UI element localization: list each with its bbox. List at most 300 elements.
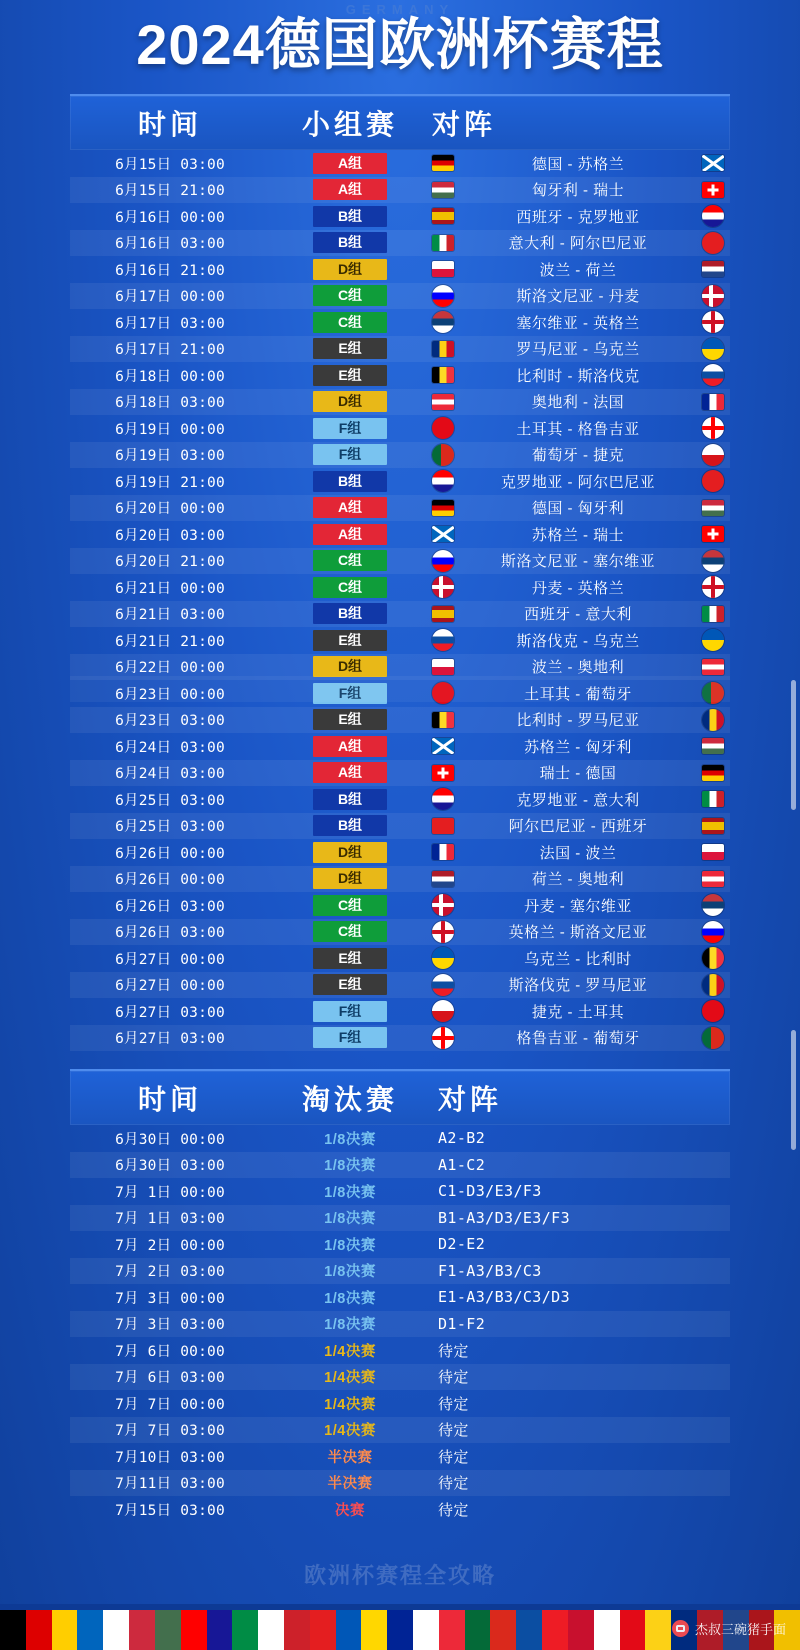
match-teams: 法国 - 波兰 bbox=[539, 844, 617, 862]
match-time: 6月15日 21:00 bbox=[115, 183, 225, 200]
stage-cell bbox=[270, 1207, 430, 1228]
away-flag-icon bbox=[702, 550, 724, 572]
match-time: 6月27日 03:00 bbox=[115, 1004, 225, 1021]
match-teams: 瑞士 - 德国 bbox=[539, 765, 617, 783]
group-badge: B组 bbox=[313, 603, 387, 624]
stage-label: 1/8决赛 bbox=[324, 1237, 376, 1254]
flag-stripe bbox=[594, 1610, 620, 1650]
matchup-slot: A2-B2 bbox=[438, 1129, 486, 1148]
header-match: 对阵 bbox=[432, 109, 497, 140]
flag-stripe bbox=[207, 1610, 233, 1650]
away-flag-icon bbox=[702, 1000, 724, 1022]
match-cell bbox=[430, 470, 730, 492]
group-cell bbox=[270, 1027, 430, 1048]
group-cell bbox=[270, 471, 430, 492]
away-flag-icon bbox=[702, 182, 724, 198]
home-flag-icon bbox=[432, 974, 454, 996]
group-cell bbox=[270, 736, 430, 757]
group-cell bbox=[270, 630, 430, 651]
group-badge: A组 bbox=[313, 179, 387, 200]
stage-label: 1/8决赛 bbox=[324, 1317, 376, 1334]
home-flag-icon bbox=[432, 947, 454, 969]
table-row[interactable] bbox=[70, 1496, 730, 1523]
match-cell bbox=[430, 1129, 730, 1147]
table-row[interactable] bbox=[70, 680, 730, 707]
table-row[interactable] bbox=[70, 1152, 730, 1179]
matchup-slot: D1-F2 bbox=[438, 1314, 486, 1333]
group-badge: F组 bbox=[313, 683, 387, 704]
table-row[interactable] bbox=[70, 866, 730, 893]
table-row[interactable] bbox=[70, 707, 730, 734]
group-stage-table bbox=[70, 94, 730, 1051]
match-time: 7月 2日 00:00 bbox=[115, 1237, 225, 1254]
match-cell bbox=[430, 1472, 730, 1493]
away-flag-icon bbox=[702, 974, 724, 996]
table-row[interactable] bbox=[70, 309, 730, 336]
match-time: 7月 1日 00:00 bbox=[115, 1184, 225, 1201]
match-time: 6月24日 03:00 bbox=[115, 739, 225, 756]
stage-cell bbox=[270, 1366, 430, 1387]
home-flag-icon bbox=[432, 921, 454, 943]
match-cell bbox=[430, 417, 730, 439]
match-time: 7月 1日 03:00 bbox=[115, 1211, 225, 1228]
match-cell bbox=[430, 1393, 730, 1414]
table-row[interactable] bbox=[70, 1443, 730, 1470]
stage-label: 1/8决赛 bbox=[324, 1131, 376, 1148]
stage-label: 1/8决赛 bbox=[324, 1264, 376, 1281]
match-teams: 苏格兰 - 匈牙利 bbox=[524, 738, 632, 756]
match-cell bbox=[430, 497, 730, 518]
group-cell bbox=[270, 762, 430, 783]
match-cell bbox=[430, 1315, 730, 1333]
table-row[interactable] bbox=[70, 813, 730, 840]
match-cell bbox=[430, 842, 730, 863]
flag-stripe bbox=[258, 1610, 284, 1650]
away-flag-icon bbox=[702, 417, 724, 439]
stage-label: 1/8决赛 bbox=[324, 1184, 376, 1201]
home-flag-icon bbox=[432, 738, 454, 754]
home-flag-icon bbox=[432, 871, 454, 887]
group-badge: D组 bbox=[313, 868, 387, 889]
group-cell bbox=[270, 709, 430, 730]
matchup-slot: E1-A3/B3/C3/D3 bbox=[438, 1288, 571, 1307]
group-cell bbox=[270, 815, 430, 836]
home-flag-icon bbox=[432, 550, 454, 572]
match-teams: 捷克 - 土耳其 bbox=[531, 1003, 625, 1021]
table-row[interactable] bbox=[70, 230, 730, 257]
group-badge: F组 bbox=[313, 444, 387, 465]
match-cell bbox=[430, 736, 730, 757]
match-time: 6月19日 21:00 bbox=[115, 474, 225, 491]
match-cell bbox=[430, 1419, 730, 1440]
home-flag-icon bbox=[432, 844, 454, 860]
table-row[interactable] bbox=[70, 1417, 730, 1444]
group-cell bbox=[270, 338, 430, 359]
group-cell bbox=[270, 789, 430, 810]
home-flag-icon bbox=[432, 818, 454, 834]
match-teams: 德国 - 苏格兰 bbox=[531, 155, 625, 173]
matchup-slot: 待定 bbox=[438, 1474, 469, 1493]
group-badge: F组 bbox=[313, 1001, 387, 1022]
match-time: 7月 3日 00:00 bbox=[115, 1290, 225, 1307]
home-flag-icon bbox=[432, 894, 454, 916]
flag-stripe bbox=[361, 1610, 387, 1650]
group-badge: A组 bbox=[313, 524, 387, 545]
match-time: 6月17日 00:00 bbox=[115, 289, 225, 306]
match-time: 6月23日 00:00 bbox=[115, 686, 225, 703]
home-flag-icon bbox=[432, 208, 454, 224]
away-flag-icon bbox=[702, 232, 724, 254]
flag-stripe bbox=[77, 1610, 103, 1650]
match-teams: 意大利 - 阿尔巴尼亚 bbox=[508, 235, 648, 253]
match-time: 6月25日 03:00 bbox=[115, 819, 225, 836]
group-table-header bbox=[70, 94, 730, 150]
match-time: 7月11日 03:00 bbox=[115, 1476, 225, 1493]
table-row[interactable] bbox=[70, 468, 730, 495]
home-flag-icon bbox=[432, 500, 454, 516]
match-time: 6月20日 00:00 bbox=[115, 501, 225, 518]
table-row[interactable] bbox=[70, 1125, 730, 1152]
match-time: 6月19日 03:00 bbox=[115, 448, 225, 465]
stage-label: 1/4决赛 bbox=[324, 1396, 376, 1413]
match-teams: 丹麦 - 英格兰 bbox=[531, 579, 625, 597]
table-row[interactable] bbox=[70, 601, 730, 628]
match-cell bbox=[430, 1446, 730, 1467]
matchup-slot: A1-C2 bbox=[438, 1155, 486, 1174]
match-cell bbox=[430, 179, 730, 200]
table-row[interactable] bbox=[70, 548, 730, 575]
away-flag-icon bbox=[702, 871, 724, 887]
watermark-label: 杰叔三碗猪手面 bbox=[694, 1622, 786, 1637]
match-teams: 阿尔巴尼亚 - 西班牙 bbox=[508, 818, 648, 836]
match-teams: 乌克兰 - 比利时 bbox=[524, 950, 632, 968]
table-row[interactable] bbox=[70, 972, 730, 999]
table-row[interactable] bbox=[70, 415, 730, 442]
group-cell bbox=[270, 868, 430, 889]
group-badge: E组 bbox=[313, 338, 387, 359]
group-badge: E组 bbox=[313, 365, 387, 386]
match-time: 6月25日 03:00 bbox=[115, 792, 225, 809]
away-flag-icon bbox=[702, 894, 724, 916]
table-row[interactable] bbox=[70, 283, 730, 310]
away-flag-icon bbox=[702, 205, 724, 227]
page-title: 2024德国欧洲杯赛程 bbox=[136, 13, 664, 76]
matchup-slot: B1-A3/D3/E3/F3 bbox=[438, 1208, 571, 1227]
table-row[interactable] bbox=[70, 389, 730, 416]
knockout-table bbox=[70, 1069, 730, 1523]
table-row[interactable] bbox=[70, 362, 730, 389]
group-cell bbox=[270, 365, 430, 386]
matchup-slot: D2-E2 bbox=[438, 1235, 486, 1254]
match-teams: 克罗地亚 - 意大利 bbox=[516, 791, 640, 809]
match-time: 7月 3日 03:00 bbox=[115, 1317, 225, 1334]
matchup-slot: 待定 bbox=[438, 1421, 469, 1440]
table-row[interactable] bbox=[70, 1025, 730, 1052]
table-row[interactable] bbox=[70, 654, 730, 681]
away-flag-icon bbox=[702, 155, 724, 171]
away-flag-icon bbox=[702, 921, 724, 943]
away-flag-icon bbox=[702, 470, 724, 492]
stage-label: 1/4决赛 bbox=[324, 1423, 376, 1440]
match-teams: 英格兰 - 斯洛文尼亚 bbox=[508, 924, 648, 942]
group-badge: A组 bbox=[313, 497, 387, 518]
away-flag-icon bbox=[702, 765, 724, 781]
home-flag-icon bbox=[432, 576, 454, 598]
group-cell bbox=[270, 1001, 430, 1022]
table-row[interactable] bbox=[70, 1364, 730, 1391]
home-flag-icon bbox=[432, 311, 454, 333]
match-cell bbox=[430, 682, 730, 704]
match-time: 6月21日 21:00 bbox=[115, 633, 225, 650]
match-cell bbox=[430, 788, 730, 810]
group-cell bbox=[270, 232, 430, 253]
group-cell bbox=[270, 656, 430, 677]
matchup-slot: 待定 bbox=[438, 1447, 469, 1466]
away-flag-icon bbox=[702, 311, 724, 333]
match-cell bbox=[430, 603, 730, 624]
watermark bbox=[672, 1619, 786, 1638]
table-row[interactable] bbox=[70, 1470, 730, 1497]
table-row[interactable] bbox=[70, 442, 730, 469]
match-time: 6月30日 00:00 bbox=[115, 1131, 225, 1148]
matchup-slot: C1-D3/E3/F3 bbox=[438, 1182, 542, 1201]
knockout-row-list bbox=[70, 1125, 730, 1523]
home-flag-icon bbox=[432, 1027, 454, 1049]
matchup-slot: 待定 bbox=[438, 1368, 469, 1387]
table-row[interactable] bbox=[70, 892, 730, 919]
flag-stripe bbox=[310, 1610, 336, 1650]
match-teams: 斯洛伐克 - 罗马尼亚 bbox=[508, 977, 648, 995]
away-flag-icon bbox=[702, 844, 724, 860]
match-teams: 奥地利 - 法国 bbox=[531, 394, 625, 412]
match-teams: 荷兰 - 奥地利 bbox=[531, 871, 625, 889]
match-cell bbox=[430, 232, 730, 254]
table-row[interactable] bbox=[70, 945, 730, 972]
table-row[interactable] bbox=[70, 521, 730, 548]
flag-stripe bbox=[439, 1610, 465, 1650]
group-cell bbox=[270, 444, 430, 465]
match-cell bbox=[430, 868, 730, 889]
away-flag-icon bbox=[702, 285, 724, 307]
away-flag-icon bbox=[702, 500, 724, 516]
header-match: 对阵 bbox=[438, 1084, 503, 1115]
stage-label: 1/4决赛 bbox=[324, 1343, 376, 1360]
stage-label: 半决赛 bbox=[327, 1476, 373, 1493]
match-cell bbox=[430, 1288, 730, 1306]
table-row[interactable] bbox=[70, 1258, 730, 1285]
stage-cell bbox=[270, 1340, 430, 1361]
match-time: 6月22日 00:00 bbox=[115, 660, 225, 677]
away-flag-icon bbox=[702, 629, 724, 651]
match-time: 6月23日 03:00 bbox=[115, 713, 225, 730]
table-row[interactable] bbox=[70, 256, 730, 283]
match-cell bbox=[430, 1340, 730, 1361]
table-row[interactable] bbox=[70, 336, 730, 363]
match-teams: 斯洛文尼亚 - 丹麦 bbox=[516, 288, 640, 306]
match-teams: 塞尔维亚 - 英格兰 bbox=[516, 314, 640, 332]
table-row[interactable] bbox=[70, 574, 730, 601]
flag-stripe bbox=[387, 1610, 413, 1650]
match-time: 7月 6日 03:00 bbox=[115, 1370, 225, 1387]
match-cell bbox=[430, 259, 730, 280]
group-badge: C组 bbox=[313, 577, 387, 598]
table-row[interactable] bbox=[70, 1390, 730, 1417]
flag-stripe bbox=[542, 1610, 568, 1650]
match-time: 6月26日 00:00 bbox=[115, 845, 225, 862]
stage-cell bbox=[270, 1393, 430, 1414]
table-row[interactable] bbox=[70, 203, 730, 230]
away-flag-icon bbox=[702, 682, 724, 704]
match-cell bbox=[430, 285, 730, 307]
home-flag-icon bbox=[432, 712, 454, 728]
matchup-slot: 待定 bbox=[438, 1341, 469, 1360]
match-time: 6月27日 03:00 bbox=[115, 1031, 225, 1048]
table-row[interactable] bbox=[70, 1231, 730, 1258]
kicker-text: GERMANY bbox=[345, 2, 455, 17]
match-teams: 比利时 - 斯洛伐克 bbox=[516, 367, 640, 385]
match-time: 6月16日 21:00 bbox=[115, 262, 225, 279]
home-flag-icon bbox=[432, 285, 454, 307]
watermark-icon bbox=[672, 1620, 689, 1637]
match-time: 6月19日 00:00 bbox=[115, 421, 225, 438]
stage-cell bbox=[270, 1154, 430, 1175]
stage-cell bbox=[270, 1234, 430, 1255]
flag-stripe bbox=[129, 1610, 155, 1650]
scrollbar-thumb-lower[interactable] bbox=[791, 1030, 796, 1150]
match-teams: 德国 - 匈牙利 bbox=[531, 500, 625, 518]
match-time: 7月 6日 00:00 bbox=[115, 1343, 225, 1360]
table-row[interactable] bbox=[70, 1284, 730, 1311]
group-cell bbox=[270, 312, 430, 333]
group-badge: C组 bbox=[313, 285, 387, 306]
group-badge: C组 bbox=[313, 895, 387, 916]
match-cell bbox=[430, 709, 730, 731]
group-cell bbox=[270, 948, 430, 969]
flag-stripe bbox=[620, 1610, 646, 1650]
match-teams: 西班牙 - 克罗地亚 bbox=[516, 208, 640, 226]
table-row[interactable] bbox=[70, 919, 730, 946]
flag-stripe bbox=[52, 1610, 78, 1650]
match-time: 6月15日 03:00 bbox=[115, 156, 225, 173]
group-badge: D组 bbox=[313, 259, 387, 280]
table-row[interactable] bbox=[70, 760, 730, 787]
home-flag-icon bbox=[432, 659, 454, 675]
match-cell bbox=[430, 311, 730, 333]
away-flag-icon bbox=[702, 444, 724, 466]
flag-stripe bbox=[516, 1610, 542, 1650]
group-badge: B组 bbox=[313, 232, 387, 253]
group-cell bbox=[270, 206, 430, 227]
flag-stripe bbox=[465, 1610, 491, 1650]
stage-label: 1/8决赛 bbox=[324, 1211, 376, 1228]
match-cell bbox=[430, 153, 730, 174]
header-time: 时间 bbox=[137, 108, 202, 141]
match-time: 7月 2日 03:00 bbox=[115, 1264, 225, 1281]
table-row[interactable] bbox=[70, 1311, 730, 1338]
group-cell bbox=[270, 683, 430, 704]
match-teams: 格鲁吉亚 - 葡萄牙 bbox=[516, 1030, 640, 1048]
table-row[interactable] bbox=[70, 998, 730, 1025]
group-row-list bbox=[70, 150, 730, 1051]
stage-label: 1/8决赛 bbox=[324, 1290, 376, 1307]
match-time: 6月21日 03:00 bbox=[115, 607, 225, 624]
home-flag-icon bbox=[432, 682, 454, 704]
table-row[interactable] bbox=[70, 150, 730, 177]
home-flag-icon bbox=[432, 444, 454, 466]
home-flag-icon bbox=[432, 235, 454, 251]
match-cell bbox=[430, 524, 730, 545]
header-group: 小组赛 bbox=[301, 109, 398, 140]
flag-stripe bbox=[413, 1610, 439, 1650]
match-cell bbox=[430, 576, 730, 598]
stage-label: 决赛 bbox=[335, 1502, 365, 1519]
match-time: 6月30日 03:00 bbox=[115, 1158, 225, 1175]
group-cell bbox=[270, 577, 430, 598]
match-cell bbox=[430, 205, 730, 227]
header-time: 时间 bbox=[137, 1083, 202, 1116]
matchup-slot: 待定 bbox=[438, 1394, 469, 1413]
match-teams: 克罗地亚 - 阿尔巴尼亚 bbox=[500, 473, 656, 491]
away-flag-icon bbox=[702, 947, 724, 969]
flag-stripe bbox=[155, 1610, 181, 1650]
away-flag-icon bbox=[702, 818, 724, 834]
table-row[interactable] bbox=[70, 627, 730, 654]
group-cell bbox=[270, 974, 430, 995]
table-row[interactable] bbox=[70, 839, 730, 866]
group-cell bbox=[270, 895, 430, 916]
away-flag-icon bbox=[702, 261, 724, 277]
group-cell bbox=[270, 550, 430, 571]
match-teams: 匈牙利 - 瑞士 bbox=[531, 182, 625, 200]
scrollbar-thumb-upper[interactable] bbox=[791, 680, 796, 810]
match-cell bbox=[430, 338, 730, 360]
group-badge: A组 bbox=[313, 736, 387, 757]
table-row[interactable] bbox=[70, 495, 730, 522]
table-row[interactable] bbox=[70, 1178, 730, 1205]
away-flag-icon bbox=[702, 338, 724, 360]
group-cell bbox=[270, 179, 430, 200]
group-badge: E组 bbox=[313, 630, 387, 651]
match-teams: 波兰 - 奥地利 bbox=[531, 659, 625, 677]
home-flag-icon bbox=[432, 182, 454, 198]
away-flag-icon bbox=[702, 526, 724, 542]
home-flag-icon bbox=[432, 394, 454, 410]
match-teams: 西班牙 - 意大利 bbox=[524, 606, 632, 624]
match-time: 6月17日 03:00 bbox=[115, 315, 225, 332]
home-flag-icon bbox=[432, 629, 454, 651]
match-teams: 丹麦 - 塞尔维亚 bbox=[524, 897, 632, 915]
match-teams: 苏格兰 - 瑞士 bbox=[531, 526, 625, 544]
away-flag-icon bbox=[702, 791, 724, 807]
match-time: 6月27日 00:00 bbox=[115, 951, 225, 968]
table-row[interactable] bbox=[70, 786, 730, 813]
match-cell bbox=[430, 815, 730, 836]
match-cell bbox=[430, 1499, 730, 1520]
table-row[interactable] bbox=[70, 1205, 730, 1232]
table-row[interactable] bbox=[70, 1337, 730, 1364]
table-row[interactable] bbox=[70, 177, 730, 204]
flag-stripe bbox=[232, 1610, 258, 1650]
match-cell bbox=[430, 656, 730, 677]
match-time: 7月 7日 00:00 bbox=[115, 1396, 225, 1413]
group-badge: E组 bbox=[313, 948, 387, 969]
match-time: 6月20日 21:00 bbox=[115, 554, 225, 571]
match-time: 6月20日 03:00 bbox=[115, 527, 225, 544]
group-cell bbox=[270, 921, 430, 942]
match-time: 6月18日 03:00 bbox=[115, 395, 225, 412]
table-row[interactable] bbox=[70, 733, 730, 760]
match-cell bbox=[430, 391, 730, 412]
